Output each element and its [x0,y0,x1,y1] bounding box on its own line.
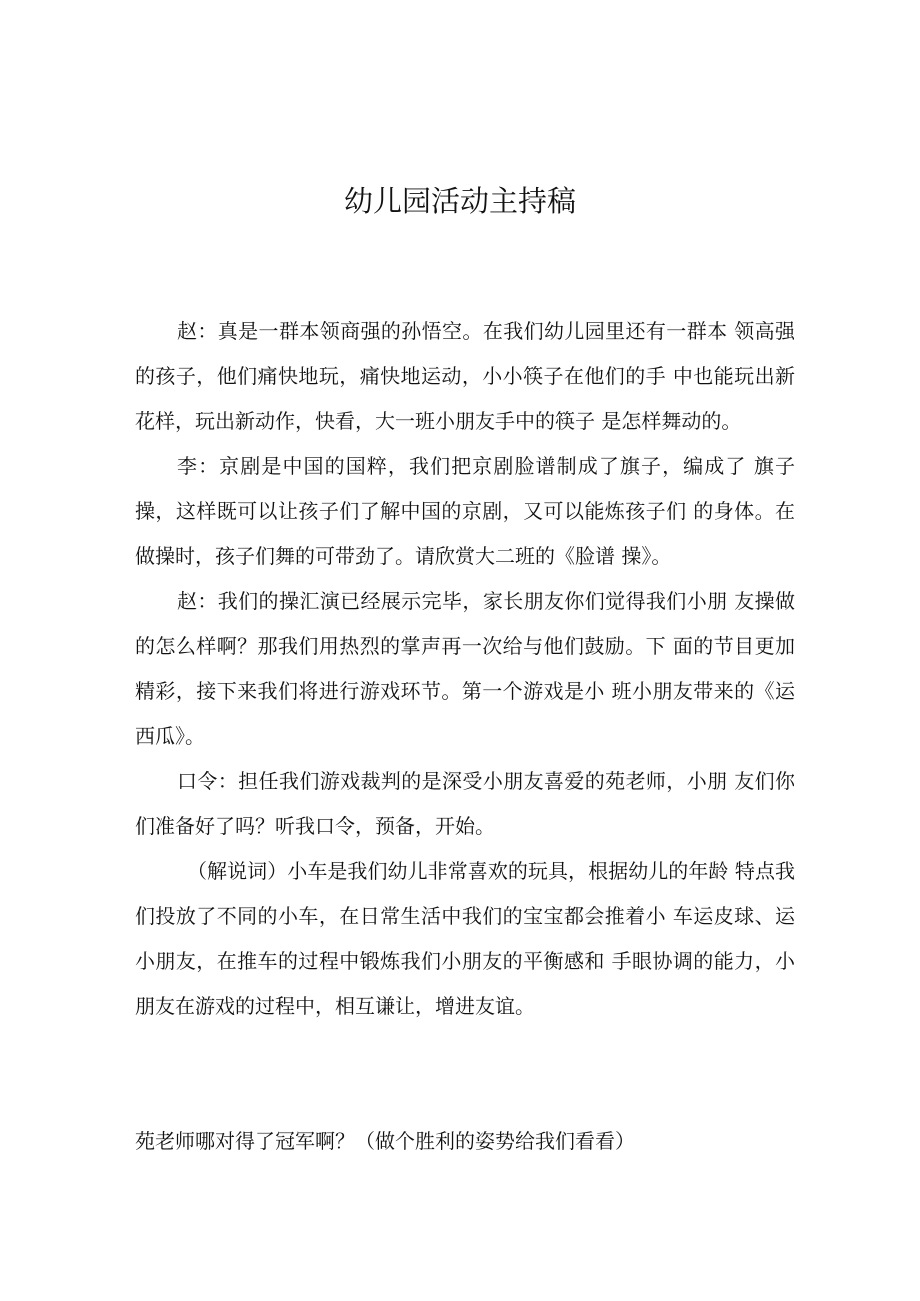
paragraph-zhao-chopsticks: 赵：真是一群本领商强的孙悟空。在我们幼儿园里还有一群本 领高强的孩子，他们痛快地玩，痛快地运动，小小筷子在他们的手 中也能玩出新花样，玩出新动作，快看，大一班小朋友手中的筷子 是怎样舞动的。 [135,319,795,433]
paragraph-command: 口令：担任我们游戏裁判的是深受小朋友喜爱的苑老师，小朋 友们你们准备好了吗？听我口令，预备，开始。 [135,769,795,838]
paragraph-commentary: （解说词）小车是我们幼儿非常喜欢的玩具，根据幼儿的年龄 特点我们投放了不同的小车，在日常生活中我们的宝宝都会推着小 车运皮球、运小朋友，在推车的过程中锻炼我们小朋友的平衡感和 手眼协调的能力，小朋友在游戏的过程中，相互谦让，增进友谊。 [135,859,795,1018]
closing-line: 苑老师哪对得了冠军啊？（做个胜利的姿势给我们看看） [135,1129,635,1153]
document-title: 幼儿园活动主持稿 [343,184,576,219]
document-body [135,309,795,1029]
paragraph-zhao-game-intro: 赵：我们的操汇演已经展示完毕，家长朋友你们觉得我们小朋 友操做的怎么样啊？那我们用热烈的掌声再一次给与他们鼓励。下 面的节目更加精彩，接下来我们将进行游戏环节。第一个游戏是小 班小朋友带来的《运西瓜》。 [135,589,795,748]
paragraph-li-peking-opera: 李：京剧是中国的国粹，我们把京剧脸谱制成了旗子，编成了 旗子操，这样既可以让孩子们了解中国的京剧，又可以能炼孩子们 的身体。在做操时，孩子们舞的可带劲了。请欣赏大二班的《脸谱 操》。 [135,454,795,568]
